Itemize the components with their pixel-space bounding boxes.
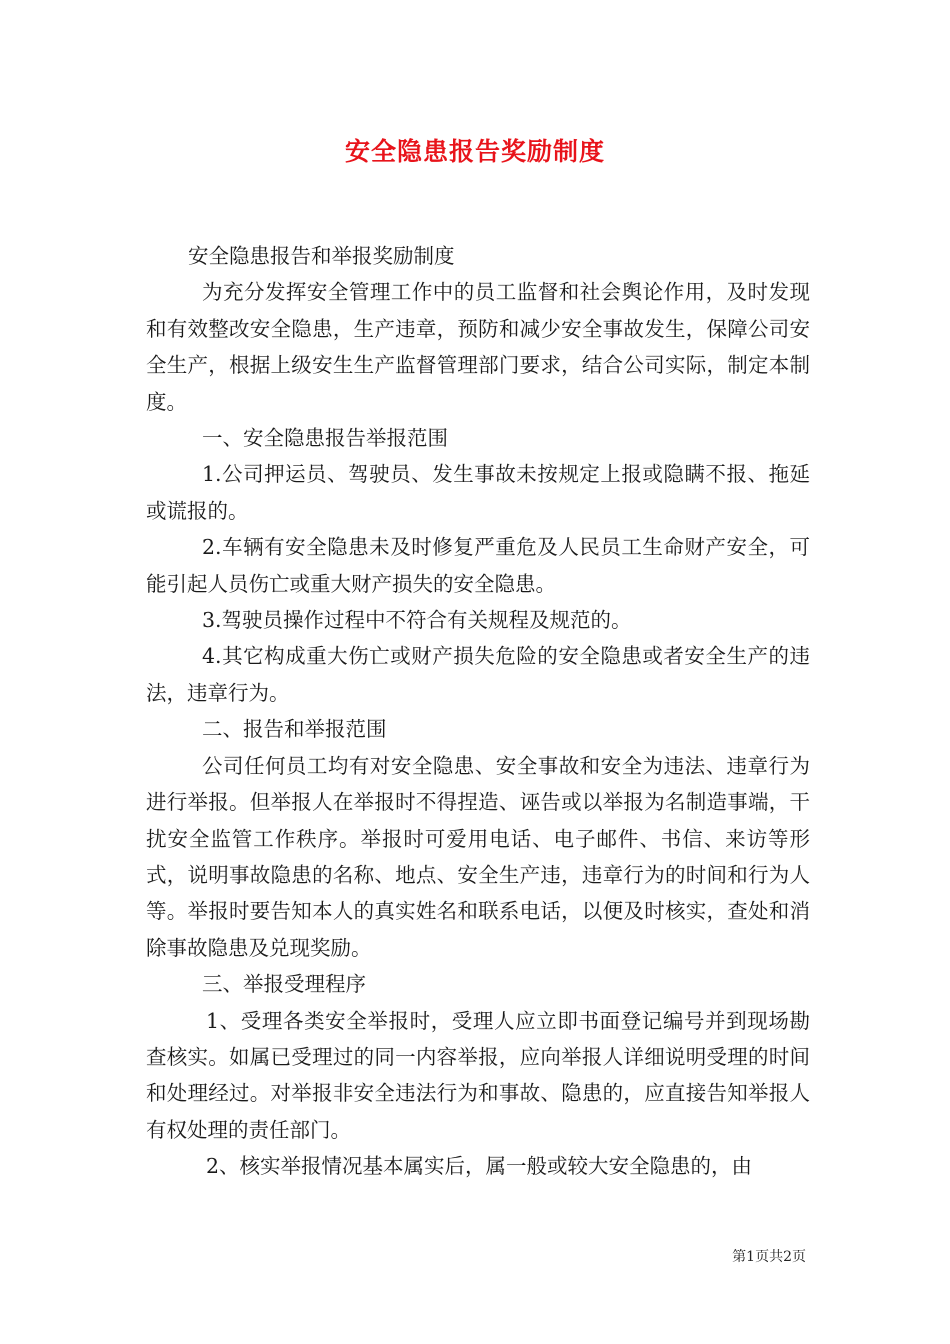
document-subtitle: 安全隐患报告和举报奖励制度 — [188, 244, 455, 268]
paragraph: 公司任何员工均有对安全隐患、安全事故和安全为违法、违章行为进行举报。但举报人在举报时不得捏造、诬告或以举报为名制造事端，干扰安全监管工作秩序。举报时可爱用电话、电子邮件、书信、来访等形式，说明事故隐患的名称、地点、安全生产违，违章行为的时间和行为人等。举报时要告知本人的真实姓名和联系电话，以便及时核实，查处和消除事故隐患及兑现奖励。 — [146, 753, 810, 960]
list-item: 4.其它构成重大伤亡或财产损失危险的安全隐患或者安全生产的违法，违章行为。 — [146, 644, 810, 705]
document-body — [146, 238, 810, 1185]
list-item: 3.驾驶员操作过程中不符合有关规程及规范的。 — [202, 608, 632, 633]
list-item: 2、核实举报情况基本属实后，属一般或较大安全隐患的，由 — [206, 1154, 753, 1179]
list-item: 1、受理各类安全举报时，受理人应立即书面登记编号并到现场勘查核实。如属已受理过的同一内容举报，应向举报人详细说明受理的时间和处理经过。对举报非安全违法行为和事故、隐患的，应直接告知举报人有权处理的责任部门。 — [146, 1008, 810, 1142]
document-title: 安全隐患报告奖励制度 — [344, 137, 605, 166]
list-item: 2.车辆有安全隐患未及时修复严重危及人民员工生命财产安全，可能引起人员伤亡或重大财产损失的安全隐患。 — [146, 535, 810, 596]
paragraph: 为充分发挥安全管理工作中的员工监督和社会舆论作用，及时发现和有效整改安全隐患，生产违章，预防和减少安全事故发生，保障公司安全生产，根据上级安生生产监督管理部门要求，结合公司实际，制定本制度。 — [146, 280, 810, 414]
section-heading: 三、举报受理程序 — [202, 972, 366, 997]
section-heading: 二、报告和举报范围 — [202, 717, 387, 742]
page-number: 第1页共2页 — [732, 1249, 806, 1265]
list-item: 1.公司押运员、驾驶员、发生事故未按规定上报或隐瞒不报、拖延或谎报的。 — [146, 462, 810, 523]
section-heading: 一、安全隐患报告举报范围 — [202, 426, 448, 451]
